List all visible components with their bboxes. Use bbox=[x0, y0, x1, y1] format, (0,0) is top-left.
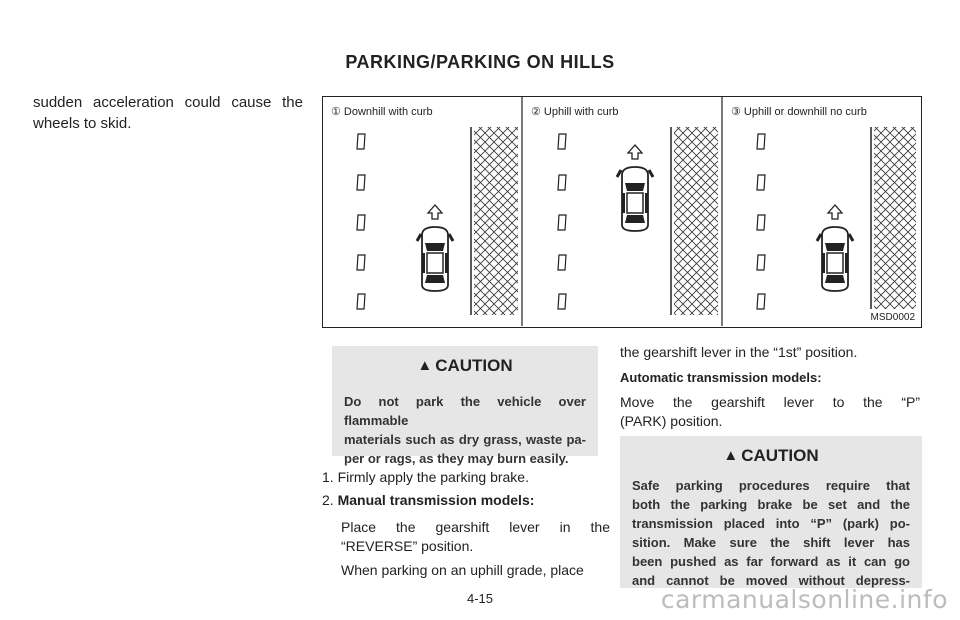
parking-diagram-art bbox=[323, 97, 920, 326]
car-topview-icon bbox=[617, 145, 653, 231]
intro-line-1: sudden acceleration could cause the bbox=[33, 94, 303, 111]
manual-paragraph-1: Place the gearshift lever in the “REVERSE” position. bbox=[341, 519, 610, 554]
warning-triangle-icon: ▲ bbox=[723, 447, 739, 464]
automatic-heading: Automatic transmission models: bbox=[620, 370, 822, 385]
panel-2-lane-markings bbox=[558, 134, 566, 309]
manual-paragraph-2-start: When parking on an uphill grade, place bbox=[341, 562, 584, 578]
intro-line-2: wheels to skid. bbox=[33, 115, 132, 132]
parking-diagram bbox=[322, 96, 922, 328]
panel-1-lane-markings bbox=[357, 134, 365, 309]
watermark: carmanualsonline.info bbox=[660, 585, 948, 614]
caution-heading: ▲ CAUTION bbox=[417, 356, 513, 375]
caution-box-parking bbox=[620, 436, 922, 588]
figure-code: MSD0002 bbox=[870, 312, 915, 323]
caution-heading: ▲ CAUTION bbox=[723, 446, 819, 465]
warning-triangle-icon: ▲ bbox=[417, 357, 433, 374]
page-number: 4-15 bbox=[466, 591, 494, 606]
panel-caption-uphill: ② Uphill with curb bbox=[531, 106, 619, 118]
car-topview-icon bbox=[817, 205, 853, 291]
caution-body: Safe parking procedures require that both the parking brake be set and the transmission placed into “P” (park) po- sition. Make sure the shift lever has been pushed as far forward as it can go and cannot be moved without depress- bbox=[632, 478, 910, 588]
intro-text bbox=[33, 92, 303, 134]
page-title: PARKING/PARKING ON HILLS bbox=[345, 52, 615, 72]
manual-paragraph-2-end: the gearshift lever in the “1st” position. bbox=[620, 344, 858, 360]
step-2-heading: 2. Manual transmission models: bbox=[322, 492, 535, 508]
panel-3-lane-markings bbox=[757, 134, 765, 309]
step-1: 1. Firmly apply the parking brake. bbox=[322, 469, 529, 485]
panel-caption-downhill: ① Downhill with curb bbox=[331, 106, 433, 118]
caution-body: Do not park the vehicle over flammable materials such as dry grass, waste pa- per or rags, as they may burn easily. bbox=[344, 394, 586, 466]
car-topview-icon bbox=[417, 205, 453, 291]
automatic-paragraph: Move the gearshift lever to the “P” (PARK) position. bbox=[620, 394, 920, 429]
panel-caption-no-curb: ③ Uphill or downhill no curb bbox=[731, 106, 867, 118]
caution-box-flammable bbox=[332, 346, 598, 466]
